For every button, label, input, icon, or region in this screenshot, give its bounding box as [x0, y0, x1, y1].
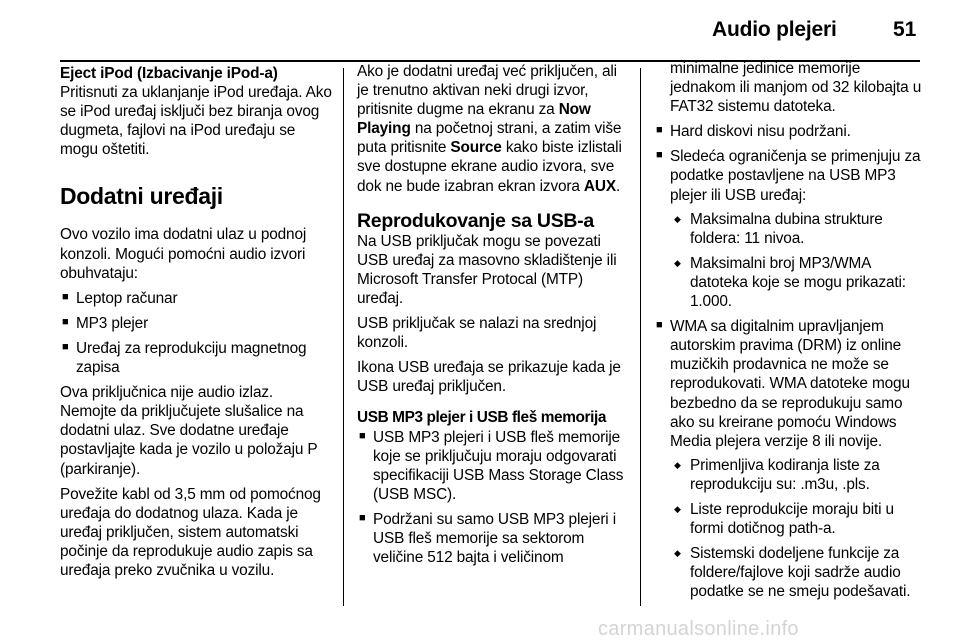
- paragraph: Ova priključnica nije audio izlaz. Nemojte da priključujete slušalice na dodatni ulaz. Sve dodatne uređaje postavljajte kada je vozilo u položaju P (parkiranje).: [60, 384, 318, 478]
- list-item-text: Hard diskovi nisu podržani.: [670, 123, 851, 141]
- sub-list-item: ◆ Primenljiva kodiranja liste za reprodukciju su: .m3u, .pls.: [670, 456, 926, 494]
- eject-text: Pritisnuti za uklanjanje iPod uređaja. Ako se iPod uređaj isključi bez biranja ovog dugmeta, fajlovi na iPod uređaju se mogu oštetiti.: [60, 84, 332, 159]
- sub-list-item: ◆ Maksimalni broj MP3/WMA datoteka koje se mogu prikazati: 1.000.: [670, 254, 926, 311]
- list-item: ■ USB MP3 plejeri i USB fleš memorije koje se priključuju moraju odgovarati specifikaciji USB Mass Storage Class (USB MSC).: [357, 428, 629, 504]
- aux-source-paragraph: [357, 62, 629, 196]
- now-playing-label: Now Playing: [357, 101, 591, 138]
- sub-list-item: ◆ Liste reprodukcije moraju biti u formi dotičnog path-a.: [670, 500, 926, 538]
- list-item-text: Sledeća ograničenja se primenjuju za podatke postavljene na USB MP3 plejer ili USB uređaj:: [670, 148, 921, 204]
- page-title: Audio plejeri: [712, 18, 837, 41]
- page-header: [0, 0, 960, 62]
- column-divider: [343, 68, 344, 606]
- list-item: ■ Uređaj za reprodukciju magnetnog zapisa: [60, 339, 332, 377]
- text-run: Ako je dodatni uređaj već priključen, ali je trenutno aktivan neki drugi izvor, pritisnite dugme na ekranu za: [357, 63, 617, 119]
- paragraph: USB priključak se nalazi na srednjoj konzoli.: [357, 315, 597, 352]
- sub-list-item: ◆ Maksimalna dubina strukture foldera: 11 nivoa.: [670, 210, 926, 248]
- usb-requirements-list: [654, 122, 926, 601]
- text-run: kako biste izlistali sve dostupne ekrane audio izvora, sve dok ne bude izabran ekran izvora: [357, 139, 622, 195]
- source-label: Source: [450, 139, 502, 157]
- sub-list-item: ◆ Sistemski dodeljene funkcije za foldere/fajlove koji sadrže audio podatke se ne smeju podešavati.: [670, 544, 926, 601]
- paragraph: Na USB priključak mogu se povezati USB uređaj za masovno skladištenje ili Microsoft Transfer Protocal (MTP) uređaj.: [357, 232, 617, 307]
- column-divider: [640, 68, 641, 606]
- usb-section-title: Reprodukovanje sa USB-a: [357, 209, 594, 232]
- aux-label: AUX: [583, 177, 616, 195]
- text-run: na početnoj strani, a zatim više puta pritisnite: [357, 120, 622, 157]
- wma-sublist: [670, 456, 926, 602]
- intro-paragraph: Ovo vozilo ima dodatni ulaz u podnoj konzoli. Mogući pomoćni audio izvori obuhvataju:: [60, 226, 307, 282]
- list-item: [654, 317, 926, 601]
- list-item: [654, 122, 926, 141]
- mp3-subheading: USB MP3 plejer i USB fleš memorija: [357, 409, 606, 427]
- aux-source-list: [60, 289, 332, 377]
- column-middle: [357, 62, 629, 573]
- section-title: Dodatni uređaji: [60, 183, 223, 210]
- paragraph: Ikona USB uređaja se prikazuje kada je USB uređaj priključen.: [357, 359, 621, 396]
- limits-sublist: [670, 210, 926, 311]
- list-item: ■ Leptop računar: [60, 289, 332, 308]
- column-right: [654, 59, 926, 607]
- list-item: ■ Podržani su samo USB MP3 plejeri i USB fleš memorije sa sektorom veličine 512 bajta i veličinom: [357, 510, 629, 567]
- list-item: [654, 147, 926, 311]
- eject-paragraph: [60, 64, 332, 159]
- mp3-requirements-list: [357, 428, 629, 568]
- list-item-text: WMA sa digitalnim upravljanjem autorskim pravima (DRM) iz online muzičkih prodavnica ne može se reprodukovati. WMA datoteke mogu bezbedno da se reprodukuju samo ako su kreirane pomoću Windows Media plejera verzije 8 ili novije.: [670, 318, 910, 450]
- continued-text: minimalne jedinice memorije jednakom ili manjom od 32 kilobajta u FAT32 sistemu datoteka.: [670, 60, 922, 116]
- text-run: .: [615, 177, 621, 195]
- watermark: carmanualsonline.info: [598, 618, 799, 640]
- page-number: 51: [893, 18, 917, 41]
- paragraph: Povežite kabl od 3,5 mm od pomoćnog uređaja do dodatnog ulaza. Kada je uređaj priključen, sistem automatski počinje da reprodukuje audio zapis sa uređaja preko zvučnika u vozilu.: [60, 485, 321, 579]
- eject-heading: Eject iPod (Izbacivanje iPod-a): [60, 65, 278, 82]
- list-item: ■ MP3 plejer: [60, 314, 332, 333]
- column-left: [60, 64, 332, 586]
